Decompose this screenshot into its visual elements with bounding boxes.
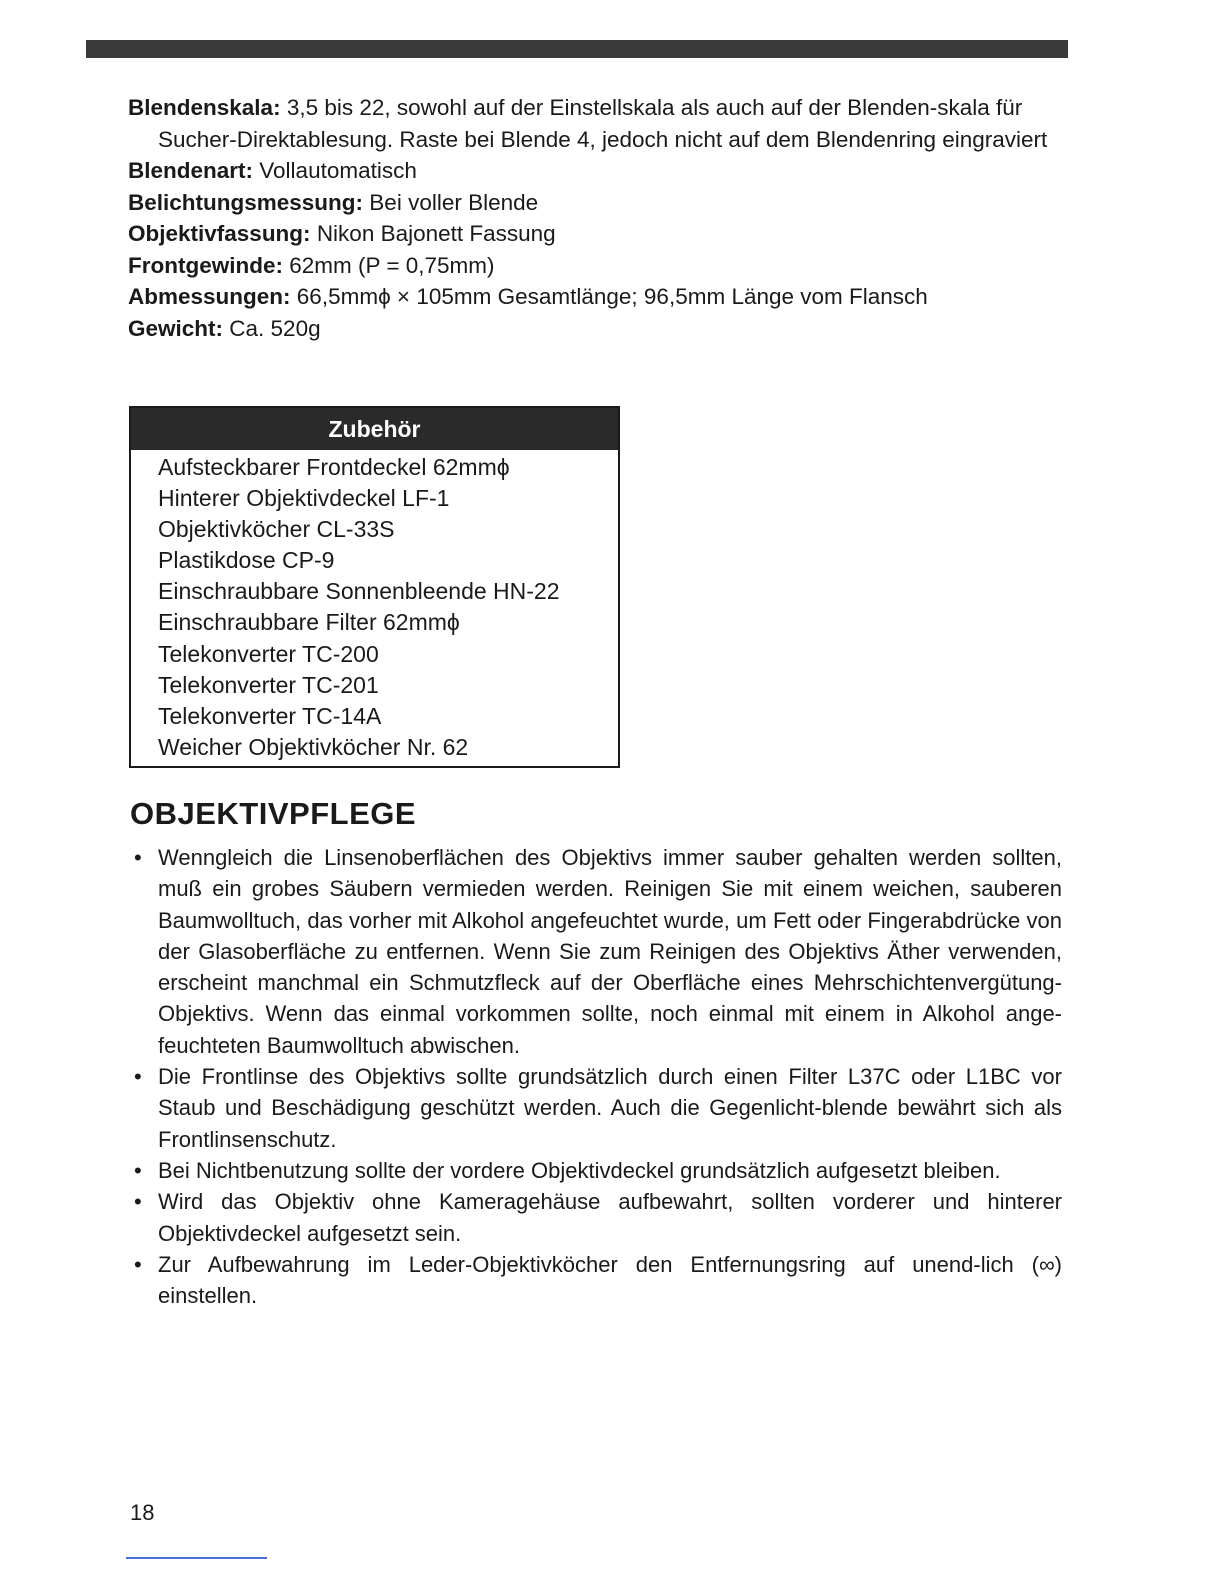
bullet-icon: •: [134, 1251, 142, 1277]
spec-label: Objektivfassung:: [128, 221, 311, 246]
spec-aperture-type: [128, 155, 1068, 187]
bullet-icon: •: [134, 1157, 142, 1183]
spec-value: 66,5mmϕ × 105mm Gesamtlänge; 96,5mm Länge vom Flansch: [296, 284, 928, 309]
spec-weight: [128, 313, 1068, 345]
lens-care-list: [132, 842, 1062, 1311]
care-text: Wenngleich die Linsenoberflächen des Objektivs immer sauber gehalten werden sollten, muß ein grobes Säubern vermieden werden. Reinigen Sie mit einem weichen, sauberen Baumwolltuch, das vorher mit Alkohol angefeuchtet wurde, um Fett oder Fingerabdrücke von der Glasoberfläche zu entfernen. Wenn Sie zum Reinigen des Objektivs Äther verwenden, erscheint manchmal ein Schmutzfleck auf der Oberfläche eines Mehrschichtenvergütung-Objektivs. Wenn das einmal vorkommen sollte, noch einmal mit einem in Alkohol ange-feuchteten Baumwolltuch abwischen.: [158, 845, 1062, 1058]
accessory-item: Einschraubbare Filter 62mmϕ: [158, 609, 460, 636]
bullet-icon: •: [134, 1064, 142, 1090]
top-decorative-bar: [86, 40, 1068, 58]
accessory-item: Telekonverter TC-201: [158, 671, 379, 698]
accessory-item: Aufsteckbarer Frontdeckel 62mmϕ: [158, 454, 510, 480]
accessory-item: Plastikdose CP-9: [158, 547, 335, 574]
page-number: 18: [130, 1500, 155, 1525]
care-text: Die Frontlinse des Objektivs sollte grundsätzlich durch einen Filter L37C oder L1BC vor Staub und Beschädigung geschützt werden. Auch die Gegenlicht-blende bewährt sich als Frontlinsenschutz.: [158, 1064, 1062, 1152]
spec-metering: [128, 187, 1068, 219]
accessory-item: Weicher Objektivköcher Nr. 62: [158, 733, 469, 760]
accessory-item: Telekonverter TC-200: [158, 640, 379, 667]
lens-care-heading: OBJEKTIVPFLEGE: [130, 796, 417, 831]
accessory-item: Objektivköcher CL-33S: [158, 516, 395, 543]
accessories-box: [129, 406, 620, 768]
accessory-item: Telekonverter TC-14A: [158, 702, 382, 729]
spec-aperture-scale: [128, 92, 1068, 155]
spec-mount: [128, 218, 1068, 250]
care-text: Wird das Objektiv ohne Kameragehäuse aufbewahrt, sollten vorderer und hinterer Objektivdeckel aufgesetzt sein.: [158, 1189, 1062, 1246]
spec-front-thread: [128, 250, 1068, 282]
spec-value: 62mm (P = 0,75mm): [289, 252, 495, 278]
spec-label: Abmessungen:: [128, 284, 291, 309]
care-item: [132, 842, 1062, 1061]
bullet-icon: •: [134, 1189, 142, 1215]
accessory-item: Einschraubbare Sonnenbleende HN-22: [158, 578, 560, 605]
care-item: [132, 1155, 1062, 1186]
accessory-item: Hinterer Objektivdeckel LF-1: [158, 485, 450, 512]
bottom-rule: [126, 1557, 267, 1559]
care-item: [132, 1186, 1062, 1249]
spec-label: Frontgewinde:: [128, 252, 283, 278]
spec-label: Blendenart:: [128, 158, 254, 183]
care-item: [132, 1249, 1062, 1312]
spec-value: Ca. 520g: [229, 315, 321, 341]
care-text: Bei Nichtbenutzung sollte der vordere Objektivdeckel grundsätzlich aufgesetzt bleiben.: [158, 1157, 1001, 1183]
spec-label: Belichtungsmessung:: [128, 189, 364, 215]
spec-value: Bei voller Blende: [369, 189, 539, 215]
spec-value: Nikon Bajonett Fassung: [316, 221, 556, 246]
spec-value: Vollautomatisch: [259, 158, 417, 183]
spec-label: Blendenskala:: [128, 95, 281, 120]
bullet-icon: •: [134, 845, 142, 870]
accessories-title: Zubehör: [131, 408, 618, 450]
accessories-list: [131, 450, 618, 763]
spec-list: [128, 92, 1068, 344]
spec-dimensions: [128, 281, 1068, 313]
care-item: [132, 1061, 1062, 1155]
spec-value: 3,5 bis 22, sowohl auf der Einstellskala als auch auf der Blenden-skala für Sucher-Direktablesung. Raste bei Blende 4, jedoch nicht auf dem Blendenring eingraviert: [158, 95, 1048, 152]
spec-label: Gewicht:: [128, 315, 224, 341]
care-text: Zur Aufbewahrung im Leder-Objektivköcher den Entfernungsring auf unend-lich (∞) einstellen.: [158, 1251, 1062, 1309]
